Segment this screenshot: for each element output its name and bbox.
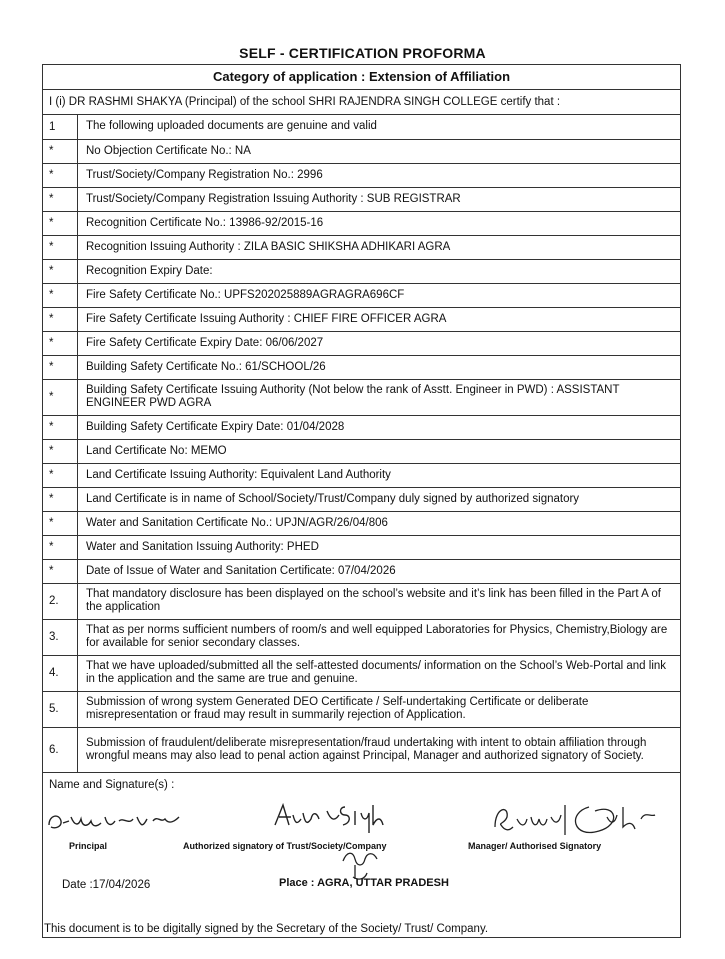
item-number: 3. xyxy=(43,619,78,655)
item-number: * xyxy=(43,463,78,487)
item-text: No Objection Certificate No.: NA xyxy=(78,139,681,163)
item-text: Building Safety Certificate No.: 61/SCHOOL/26 xyxy=(78,355,681,379)
item-text: Fire Safety Certificate Issuing Authority : CHIEF FIRE OFFICER AGRA xyxy=(78,307,681,331)
item-text: Recognition Certificate No.: 13986-92/2015-16 xyxy=(78,211,681,235)
item-number: * xyxy=(43,235,78,259)
table-row xyxy=(43,307,680,331)
table-row xyxy=(43,583,680,619)
item-number: * xyxy=(43,355,78,379)
item-number: * xyxy=(43,259,78,283)
item-text: Trust/Society/Company Registration No.: 2996 xyxy=(78,163,681,187)
table-row xyxy=(43,463,680,487)
item-number: * xyxy=(43,211,78,235)
table-row xyxy=(43,619,680,655)
table-row xyxy=(43,559,680,583)
table-row xyxy=(43,511,680,535)
item-text: Water and Sanitation Certificate No.: UPJN/AGR/26/04/806 xyxy=(78,511,681,535)
item-text: Fire Safety Certificate Expiry Date: 06/06/2027 xyxy=(78,331,681,355)
category-heading: Category of application : Extension of Affiliation xyxy=(43,65,680,90)
item-number: 2. xyxy=(43,583,78,619)
item-text: Submission of fraudulent/deliberate misrepresentation/fraud undertaking with intent to obtain affiliation through wrongful means may also lead to penal action against Principal, Manager and authorized signatory of Society. xyxy=(78,727,681,772)
item-number: 1 xyxy=(43,115,78,139)
item-text: Building Safety Certificate Issuing Authority (Not below the rank of Asstt. Engineer in PWD) : ASSISTANT ENGINEER PWD AGRA xyxy=(78,379,681,415)
item-number: * xyxy=(43,415,78,439)
item-number: * xyxy=(43,535,78,559)
table-row xyxy=(43,415,680,439)
principal-signature xyxy=(45,807,195,837)
signature-area xyxy=(43,797,680,937)
intro-line: I (i) DR RASHMI SHAKYA (Principal) of the school SHRI RAJENDRA SINGH COLLEGE certify that : xyxy=(43,90,680,115)
footer-note: This document is to be digitally signed by the Secretary of the Society/ Trust/ Company. xyxy=(44,923,489,935)
table-row xyxy=(43,211,680,235)
item-number: * xyxy=(43,307,78,331)
item-number: * xyxy=(43,163,78,187)
item-text: Submission of wrong system Generated DEO Certificate / Self-undertaking Certificate or deliberate misrepresentation or fraud may result in summarily rejection of Application. xyxy=(78,691,681,727)
document-title: SELF - CERTIFICATION PROFORMA xyxy=(239,45,486,61)
manager-signature xyxy=(489,797,679,843)
item-number: 4. xyxy=(43,655,78,691)
item-text: Trust/Society/Company Registration Issuing Authority : SUB REGISTRAR xyxy=(78,187,681,211)
item-number: * xyxy=(43,559,78,583)
table-row xyxy=(43,139,680,163)
item-text: That we have uploaded/submitted all the self-attested documents/ information on the School’s Web-Portal and link in the application and the same are true and genuine. xyxy=(78,655,681,691)
table-row xyxy=(43,727,680,772)
principal-label: Principal xyxy=(69,840,108,851)
item-number: * xyxy=(43,331,78,355)
trust-signature xyxy=(271,801,401,837)
item-text: Date of Issue of Water and Sanitation Certificate: 07/04/2026 xyxy=(78,559,681,583)
item-number: * xyxy=(43,511,78,535)
trust-label: Authorized signatory of Trust/Society/Company xyxy=(183,840,387,851)
table-row xyxy=(43,259,680,283)
items-table xyxy=(43,115,680,773)
item-number: * xyxy=(43,439,78,463)
table-row xyxy=(43,535,680,559)
item-text: Recognition Expiry Date: xyxy=(78,259,681,283)
date-line: Date :17/04/2026 xyxy=(62,878,151,891)
table-row xyxy=(43,691,680,727)
item-text: Land Certificate No: MEMO xyxy=(78,439,681,463)
place-line: Place : AGRA, UTTAR PRADESH xyxy=(279,876,449,889)
item-number: * xyxy=(43,379,78,415)
item-text: Recognition Issuing Authority : ZILA BASIC SHIKSHA ADHIKARI AGRA xyxy=(78,235,681,259)
proforma-table xyxy=(42,64,681,938)
table-row xyxy=(43,355,680,379)
table-row xyxy=(43,379,680,415)
item-text: Land Certificate is in name of School/Society/Trust/Company duly signed by authorized signatory xyxy=(78,487,681,511)
table-row xyxy=(43,187,680,211)
table-row xyxy=(43,331,680,355)
item-text: Building Safety Certificate Expiry Date: 01/04/2028 xyxy=(78,415,681,439)
item-text: Fire Safety Certificate No.: UPFS202025889AGRAGRA696CF xyxy=(78,283,681,307)
signature-heading: Name and Signature(s) : xyxy=(49,778,175,791)
item-text: That mandatory disclosure has been displayed on the school’s website and it’s link has been filled in the Part A of the application xyxy=(78,583,681,619)
item-number: * xyxy=(43,139,78,163)
table-row xyxy=(43,115,680,139)
table-row xyxy=(43,283,680,307)
item-number: 6. xyxy=(43,727,78,772)
item-number: * xyxy=(43,487,78,511)
table-row xyxy=(43,487,680,511)
table-row xyxy=(43,235,680,259)
table-row xyxy=(43,655,680,691)
table-row xyxy=(43,163,680,187)
item-text: Land Certificate Issuing Authority: Equivalent Land Authority xyxy=(78,463,681,487)
item-number: 5. xyxy=(43,691,78,727)
item-number: * xyxy=(43,187,78,211)
item-text: The following uploaded documents are genuine and valid xyxy=(78,115,681,139)
table-row xyxy=(43,439,680,463)
item-text: Water and Sanitation Issuing Authority: PHED xyxy=(78,535,681,559)
item-number: * xyxy=(43,283,78,307)
manager-label: Manager/ Authorised Signatory xyxy=(468,840,602,851)
item-text: That as per norms sufficient numbers of room/s and well equipped Laboratories for Physics, Chemistry,Biology are for available for senior secondary classes. xyxy=(78,619,681,655)
